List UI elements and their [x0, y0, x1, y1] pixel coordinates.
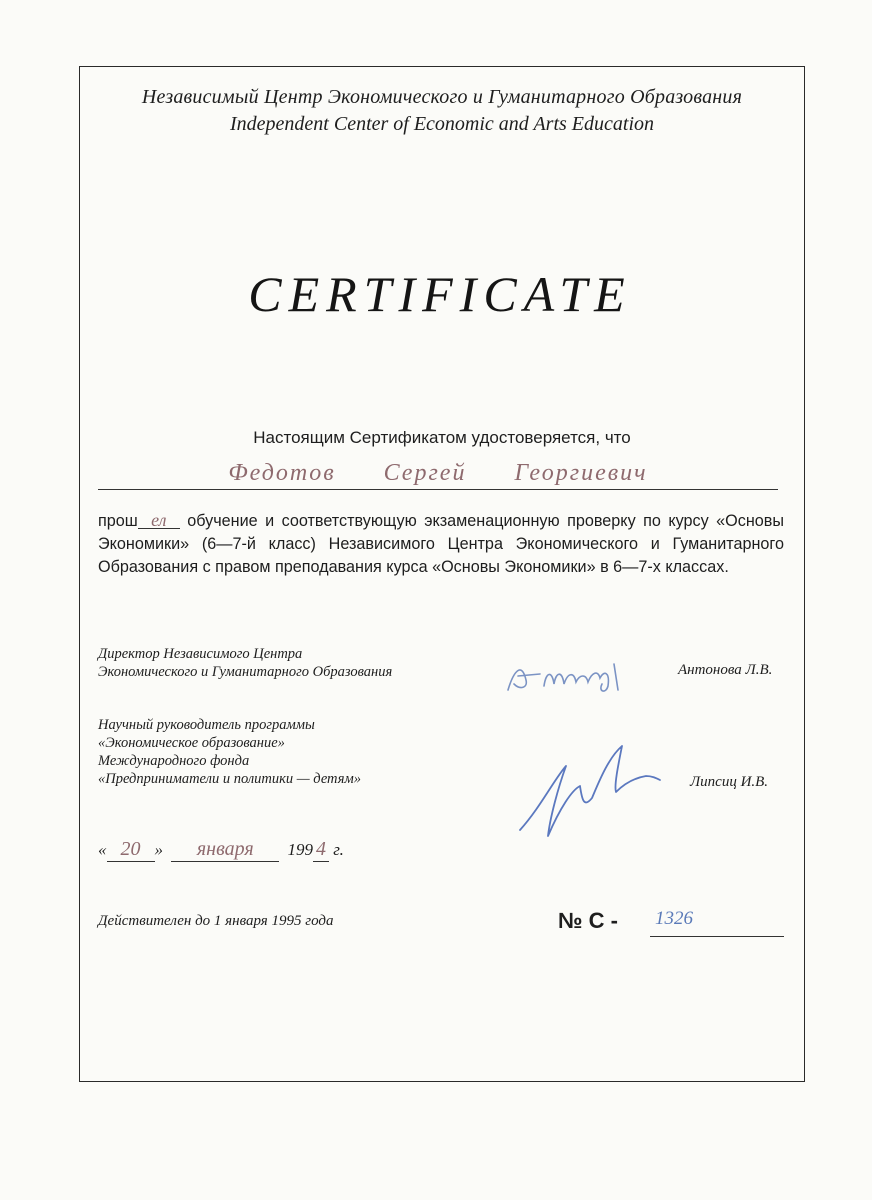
date-month: января [171, 838, 279, 862]
date-year-digit: 4 [313, 838, 329, 862]
signatory2-title [98, 716, 361, 788]
organization-name-en: Independent Center of Economic and Arts Education [230, 113, 654, 135]
signatory2-line4: «Предприниматели и политики — детям» [98, 771, 361, 787]
signature-lipsits [510, 738, 670, 843]
signatory2-line3: Международного фонда [98, 753, 250, 769]
certifies-text: Настоящим Сертификатом удостоверяется, что [253, 428, 631, 447]
body-handwritten-ending: ел [138, 512, 180, 529]
date-day: 20 [107, 838, 155, 862]
recipient-name: Федотов Сергей Георгиевич [228, 460, 648, 486]
recipient-name-line [98, 489, 778, 490]
date-suffix: г. [333, 840, 344, 859]
signatory1-line2: Экономического и Гуманитарного Образования [98, 664, 393, 680]
date-year-prefix: 199 [287, 840, 313, 859]
certificate-number-value: 1326 [655, 908, 693, 929]
signatory2-line2: «Экономическое образование» [98, 735, 285, 751]
certificate-title: CERTIFICATE [248, 266, 632, 322]
body-prefix: прош [98, 512, 138, 530]
validity-text: Действителен до 1 января 1995 года [98, 913, 334, 929]
certificate-number-label: № С - [558, 908, 618, 933]
body-text: обучение и соответствующую экзаменационную проверку по курсу «Основы Экономики» (6—7-й класс) Независимого Центра Экономического и Гуманитарного Образования с правом преподавания курса «Основы Экономики» в 6—7-х классах. [98, 512, 784, 576]
date-close-quote: » [154, 840, 163, 859]
date-open-quote: « [98, 840, 107, 859]
signatory2-name: Липсиц И.В. [690, 774, 769, 790]
signature-antonova [500, 650, 635, 700]
organization-name-ru: Независимый Центр Экономического и Гуманитарного Образования [141, 86, 743, 108]
signatory1-line1: Директор Независимого Центра [98, 646, 303, 662]
signatory1-name: Антонова Л.В. [678, 662, 773, 678]
certificate-body [98, 510, 784, 579]
issue-date [98, 838, 344, 862]
signatory2-line1: Научный руководитель программы [98, 717, 315, 733]
signatory1-title [98, 645, 392, 681]
certificate-number-line [650, 936, 784, 937]
